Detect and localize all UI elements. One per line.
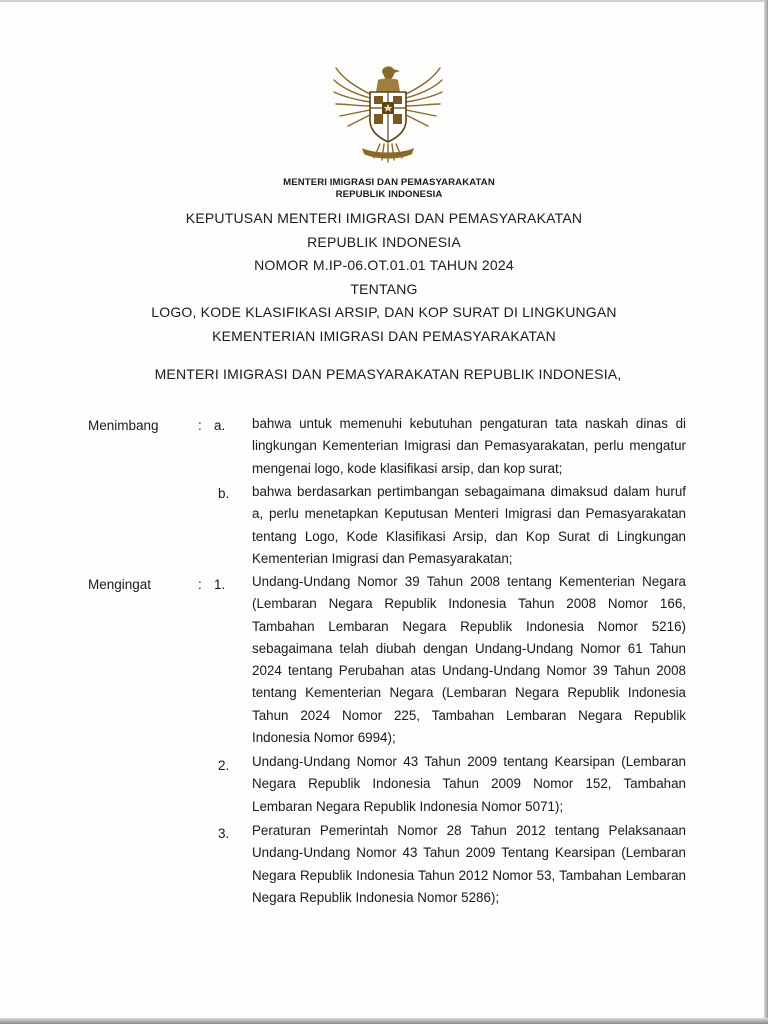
title-line-5: LOGO, KODE KLASIFIKASI ARSIP, DAN KOP SURAT DI LINGKUNGAN (151, 304, 617, 320)
menimbang-item-a: bahwa untuk memenuhi kebutuhan pengaturan tata naskah dinas di lingkungan Kementerian Imigrasi dan Pemasyarakatan, perlu mengatur mengenai logo, kode klasifikasi arsip, dan kop surat; (252, 416, 686, 476)
issuer-line-1: MENTERI IMIGRASI DAN PEMASYARAKATAN (283, 177, 495, 188)
mengingat-item-1: Undang-Undang Nomor 39 Tahun 2008 tentang Kementerian Negara (Lembaran Negara Republik Indonesia Tahun 2008 Nomor 166, Tambahan Lembaran Negara Republik Indonesia Nomor 5216) sebagaimana telah diubah dengan Undang-Undang Nomor 61 Tahun 2024 tentang Perubahan atas Undang-Undang Nomor 39 Tahun 2008 tentang Kementerian Negara (Lembaran Negara Republik Indonesia Tahun 2024 Nomor 225, Tambahan Lembaran Negara Republik Indonesia Nomor 6994); (252, 574, 686, 746)
garuda-emblem-icon (330, 58, 446, 166)
mengingat-colon: : (198, 577, 202, 592)
title-line-2: REPUBLIK INDONESIA (307, 233, 461, 250)
menimbang-label: Menimbang (88, 418, 159, 433)
page-edge-top (0, 0, 768, 2)
menimbang-marker-a: a. (214, 418, 226, 433)
menimbang-marker-b: b. (218, 486, 230, 501)
issuer-header (0, 177, 768, 201)
preamble: MENTERI IMIGRASI DAN PEMASYARAKATAN REPUBLIK INDONESIA, (154, 366, 622, 382)
title-line-1: KEPUTUSAN MENTERI IMIGRASI DAN PEMASYARAKATAN (185, 210, 583, 226)
page-edge-bottom (0, 1018, 768, 1024)
title-line-3: NOMOR M.IP-06.OT.01.01 TAHUN 2024 (254, 257, 514, 273)
mengingat-marker-2: 2. (218, 758, 230, 773)
mengingat-item-3: Peraturan Pemerintah Nomor 28 Tahun 2012 tentang Pelaksanaan Undang-Undang Nomor 43 Tahun 2009 Tentang Kearsipan (Lembaran Negara Republik Indonesia Tahun 2012 Nomor 53, Tambahan Lembaran Negara Republik Indonesia Nomor 5286); (252, 823, 686, 905)
menimbang-colon: : (198, 418, 202, 433)
mengingat-marker-3: 3. (218, 826, 230, 841)
title-line-4: TENTANG (350, 280, 418, 297)
mengingat-marker-1: 1. (214, 577, 226, 592)
issuer-line-2: REPUBLIK INDONESIA (335, 189, 443, 200)
page-edge-right (764, 0, 768, 1024)
mengingat-item-2: Undang-Undang Nomor 43 Tahun 2009 tentang Kearsipan (Lembaran Negara Republik Indonesia Tahun 2009 Nomor 152, Tambahan Lembaran Negara Republik Indonesia Nomor 5071); (252, 754, 686, 814)
menimbang-item-b: bahwa berdasarkan pertimbangan sebagaimana dimaksud dalam huruf a, perlu menetapkan Keputusan Menteri Imigrasi dan Pemasyarakatan tentang Logo, Kode Klasifikasi Arsip, dan Kop Surat di Lingkungan Kementerian Imigrasi dan Pemasyarakatan; (252, 484, 686, 566)
decree-title (0, 207, 768, 348)
mengingat-label: Mengingat (88, 577, 152, 592)
title-line-6: KEMENTERIAN IMIGRASI DAN PEMASYARAKATAN (212, 327, 556, 344)
